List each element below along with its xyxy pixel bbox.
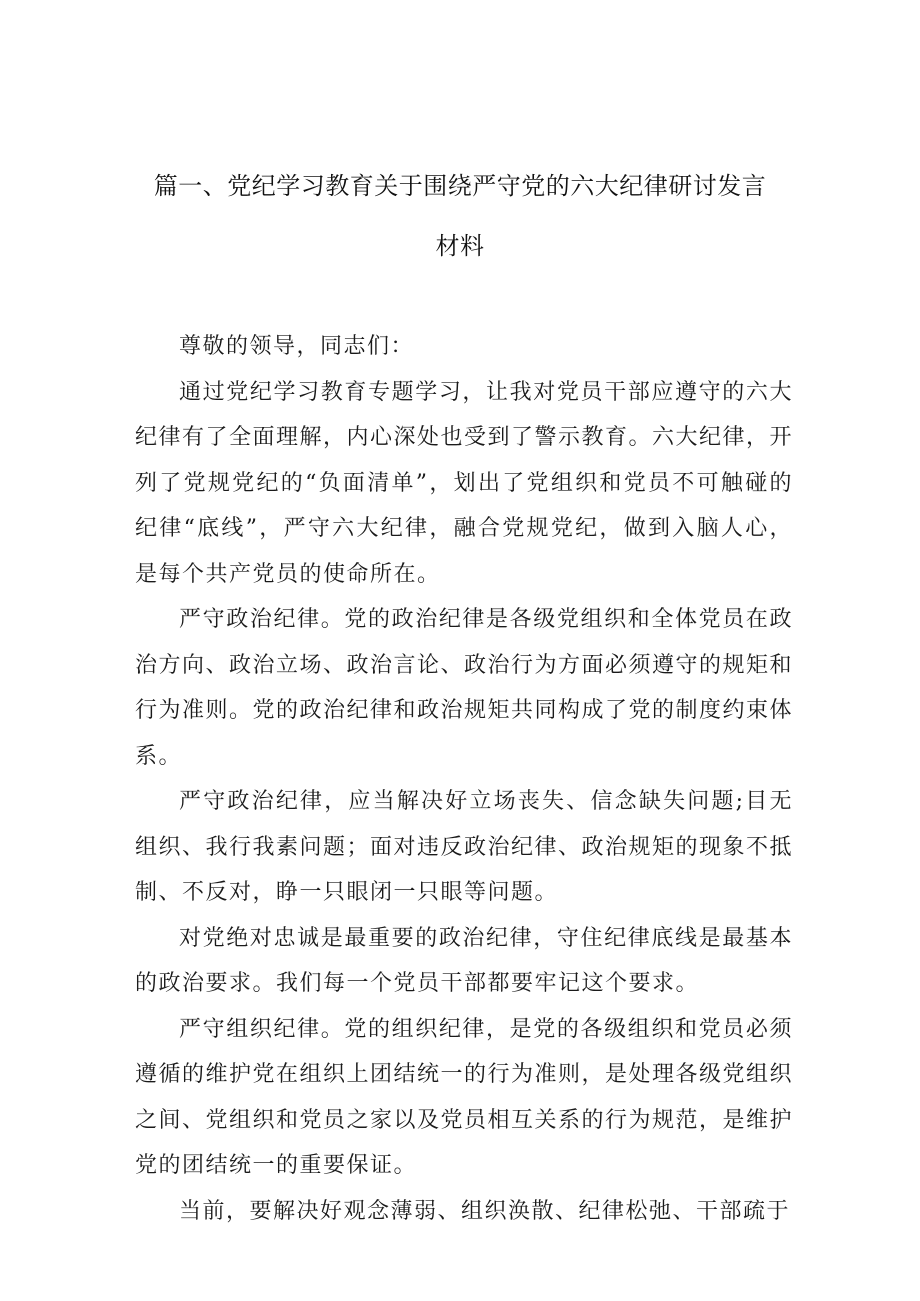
paragraph-intro: 通过党纪学习教育专题学习，让我对党员干部应遵守的六大纪律有了全面理解，内心深处也受到了警示教育。六大纪律，开列了党规党纪的“负面清单”，划出了党组织和党员不可触碰的纪律“底线”，严守六大纪律，融合党规党纪，做到入脑人心，是每个共产党员的使命所在。 xyxy=(135,379,794,587)
document-body xyxy=(135,324,793,1234)
paragraph-current-tasks: 当前，要解决好观念薄弱、组织涣散、纪律松弛、干部疏于 xyxy=(179,1198,791,1224)
document-title-line-1: 篇一、党纪学习教育关于围绕严守党的六大纪律研讨发言 xyxy=(153,172,767,200)
paragraph-political-discipline: 严守政治纪律。党的政治纪律是各级党组织和全体党员在政治方向、政治立场、政治言论、政治行为方面必须遵守的规矩和行为准则。党的政治纪律和政治规矩共同构成了党的制度约束体系。 xyxy=(135,607,794,769)
paragraph-loyalty: 对党绝对忠诚是最重要的政治纪律，守住纪律底线是最基本的政治要求。我们每一个党员干部都要牢记这个要求。 xyxy=(135,925,793,996)
paragraph-political-problems: 严守政治纪律，应当解决好立场丧失、信念缺失问题;目无组织、我行我素问题；面对违反政治纪律、政治规矩的现象不抵制、不反对，睁一只眼闭一只眼等问题。 xyxy=(135,789,794,905)
salutation: 尊敬的领导，同志们： xyxy=(179,334,415,359)
document-title-line-2: 材料 xyxy=(435,232,485,260)
paragraph-organizational-discipline: 严守组织纪律。党的组织纪律，是党的各级组织和党员必须遵循的维护党在组织上团结统一的行为准则，是处理各级党组织之间、党组织和党员之家以及党员相互关系的行为规范，是维护党的团结统一的重要保证。 xyxy=(135,1016,794,1178)
